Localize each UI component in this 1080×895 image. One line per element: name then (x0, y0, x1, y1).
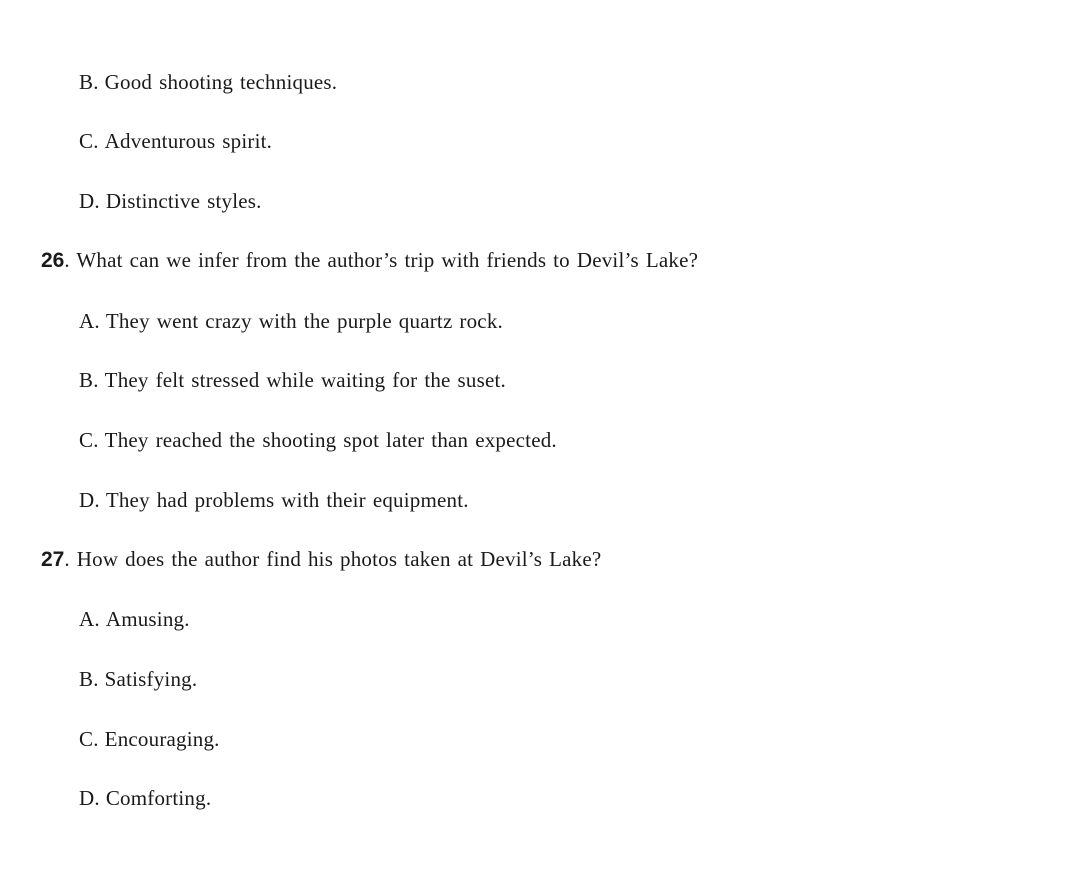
answer-option-c (79, 129, 272, 153)
answer-option-c (79, 428, 557, 452)
question-number: 27 (41, 548, 65, 571)
option-text: Distinctive styles. (105, 189, 262, 213)
option-letter: B. (79, 667, 99, 691)
question-text: . What can we infer from the author’s trip with friends to Devil’s Lake? (64, 248, 699, 272)
option-letter: C. (79, 727, 99, 751)
option-text: They went crazy with the purple quartz rock. (105, 309, 503, 333)
option-letter: C. (79, 428, 99, 452)
question-26-stem (41, 248, 698, 273)
answer-option-a (79, 607, 190, 631)
answer-option-d (79, 786, 211, 810)
answer-option-d (79, 189, 262, 213)
option-text: Satisfying. (104, 667, 198, 691)
answer-option-a (79, 309, 503, 333)
question-number: 26 (41, 249, 65, 272)
answer-option-b (79, 70, 337, 94)
option-text: Adventurous spirit. (104, 129, 273, 153)
answer-option-b (79, 368, 506, 392)
option-letter: B. (79, 368, 99, 392)
answer-option-c (79, 727, 220, 751)
option-text: Encouraging. (104, 727, 220, 751)
option-text: They had problems with their equipment. (105, 488, 469, 512)
option-text: Amusing. (105, 607, 190, 631)
option-letter: A. (79, 607, 100, 631)
question-text: . How does the author find his photos taken at Devil’s Lake? (64, 547, 602, 571)
answer-option-d (79, 488, 469, 512)
answer-option-b (79, 667, 197, 691)
option-letter: B. (79, 70, 99, 94)
option-text: They reached the shooting spot later than expected. (104, 428, 557, 452)
option-letter: A. (79, 309, 100, 333)
option-letter: D. (79, 488, 100, 512)
question-27-stem (41, 547, 601, 572)
option-text: Good shooting techniques. (104, 70, 338, 94)
option-letter: D. (79, 786, 100, 810)
option-letter: C. (79, 129, 99, 153)
option-text: They felt stressed while waiting for the suset. (104, 368, 506, 392)
option-letter: D. (79, 189, 100, 213)
option-text: Comforting. (105, 786, 212, 810)
